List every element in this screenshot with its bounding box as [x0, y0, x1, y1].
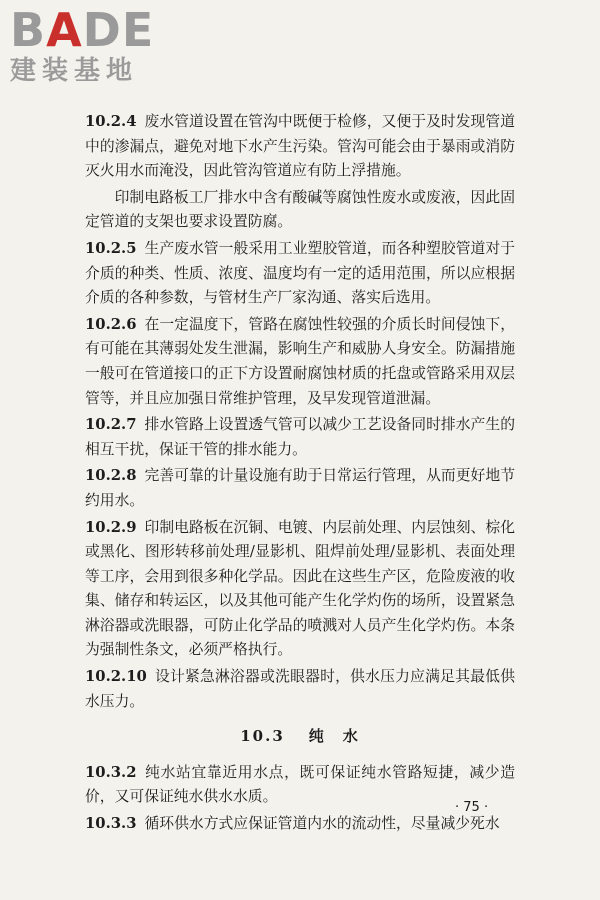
clause-10-2-5: 10.2.5 生产废水管一般采用工业塑胶管道，而各种塑胶管道对于介质的种类、性质、浓度、温度均有一定的适用范围，所以应根据介质的各种参数，与管材生产厂家沟通、落实后选用。 — [85, 239, 515, 307]
clause-10-2-7: 10.2.7 排水管路上设置透气管可以减少工艺设备同时排水产生的相互干扰，保证干管的排水能力。 — [85, 416, 515, 458]
logo — [10, 3, 180, 86]
clause-10-2-4: 10.2.4 废水管道设置在管沟中既便于检修，又便于及时发现管道中的渗漏点，避免对地下水产生污染。管沟可能会由于暴雨或消防灭火用水而淹没，因此管沟管道应有防上浮措施。 — [85, 113, 515, 180]
clause-10-2-10: 10.2.10 设计紧急淋浴器或洗眼器时，供水压力应满足其最低供水压力。 — [85, 668, 515, 710]
logo-wordmark: BADE — [10, 3, 155, 57]
page-body — [85, 110, 515, 839]
page-number: · 75 · — [455, 800, 489, 815]
clause-10-2-4-continued: 印制电路板工厂排水中含有酸碱等腐蚀性废水或废液，因此固定管道的支架也要求设置防腐。 — [85, 188, 515, 231]
clause-10-2-9: 10.2.9 印制电路板在沉铜、电镀、内层前处理、内层蚀刻、棕化或黑化、图形转移前处理/显影机、阻焊前处理/显影机、表面处理等工序，会用到很多种化学品。因此在这些生产区，危险废液的收集、储存和转运区，以及其他可能产生化学灼伤的场所，设置紧急淋浴器或洗眼器，可防止化学品的喷溅对人员产生化学灼伤。本条为强制性条文，必须严格执行。 — [85, 518, 515, 659]
section-heading: 10.3 纯 水 — [240, 727, 360, 746]
clause-10-3-3: 10.3.3 循环供水方式应保证管道内水的流动性，尽量减少死水 — [85, 815, 500, 833]
clause-10-2-8: 10.2.8 完善可靠的计量设施有助于日常运行管理，从而更好地节约用水。 — [85, 467, 515, 509]
clause-10-2-6: 10.2.6 在一定温度下，管路在腐蚀性较强的介质长时间侵蚀下，有可能在其薄弱处发生泄漏，影响生产和威胁人身安全。防漏措施一般可在管道接口的正下方设置耐腐蚀材质的托盘或管路采用双层管等，并且应加强日常维护管理，及早发现管道泄漏。 — [85, 315, 515, 407]
clause-10-3-2: 10.3.2 纯水站宜靠近用水点，既可保证纯水管路短捷，减少造价，又可保证纯水供水水质。 — [85, 763, 515, 806]
logo-subtitle: 建装基地 — [10, 56, 139, 86]
